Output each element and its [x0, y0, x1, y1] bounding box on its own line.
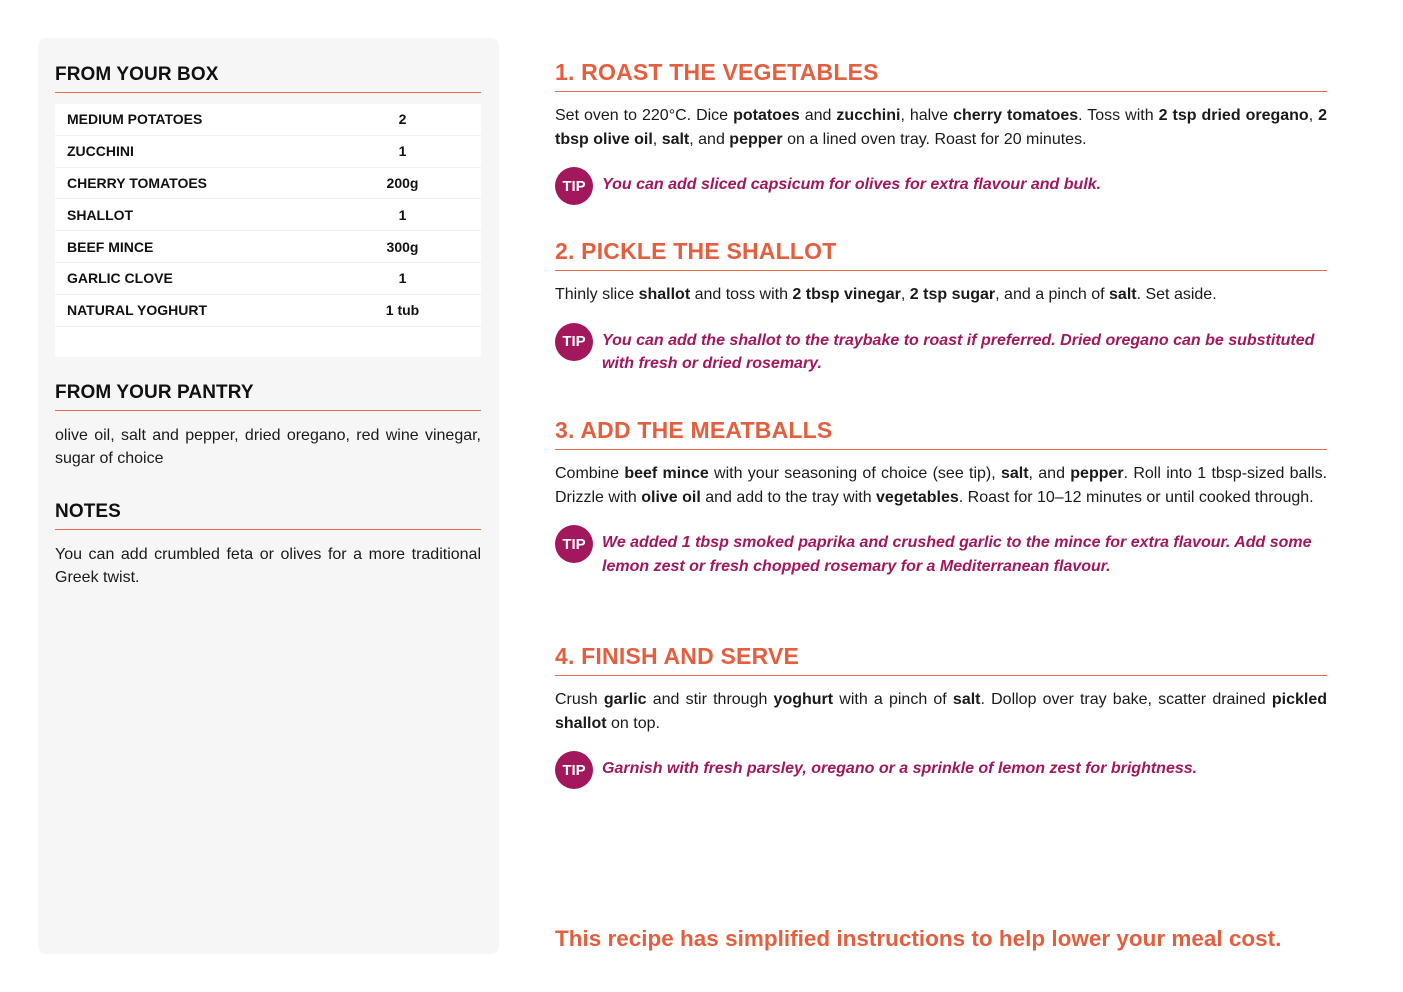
bold-text: 2 tbsp vinegar	[792, 286, 901, 303]
bold-text: vegetables	[876, 488, 959, 506]
bold-text: pepper	[729, 130, 783, 148]
text-run: and toss with	[690, 286, 793, 303]
text-run: ,	[1308, 107, 1319, 124]
bold-text: pepper	[1070, 465, 1124, 482]
text-run: , halve	[900, 107, 954, 124]
bold-text: garlic	[603, 691, 647, 708]
from-your-box-title: FROM YOUR BOX	[55, 64, 481, 93]
text-run: , and	[1028, 465, 1071, 482]
step-title: 1. ROAST THE VEGETABLES	[555, 59, 1327, 92]
bold-text: pickled shallot	[555, 691, 1328, 732]
ingredient-qty: 1 tub	[385, 302, 420, 319]
tip	[555, 167, 1327, 205]
notes-section	[55, 501, 481, 589]
table-row	[55, 168, 481, 200]
tip-badge: TIP	[555, 751, 593, 789]
ingredient-qty: 200g	[386, 174, 419, 191]
ingredient-name: BEEF MINCE	[67, 238, 154, 255]
sidebar-panel	[38, 38, 499, 954]
ingredient-name: CHERRY TOMATOES	[67, 174, 208, 191]
table-row	[55, 295, 481, 327]
text-run: , and a pinch of	[995, 286, 1110, 303]
text-run: and add to the tray with	[700, 488, 877, 506]
ingredient-qty: 2	[398, 111, 407, 128]
from-your-pantry-section	[55, 382, 481, 470]
bold-text: salt	[1109, 286, 1137, 303]
table-row	[55, 231, 481, 263]
text-run: . Roll into 1 tbsp-sized balls. Drizzle with	[555, 465, 1328, 506]
bold-text: 2 tsp dried oregano	[1158, 107, 1309, 124]
tip	[555, 525, 1327, 578]
text-run: Thinly slice	[555, 286, 639, 303]
tip	[555, 323, 1327, 376]
text-run: on a lined oven tray. Roast for 20 minutes.	[782, 130, 1087, 148]
bold-text: olive oil	[641, 488, 701, 506]
ingredient-name: MEDIUM POTATOES	[67, 111, 203, 128]
tip-text: We added 1 tbsp smoked paprika and crushed garlic to the mince for extra flavour. Add some lemon zest or fresh chopped rosemary for a Mediterranean flavour.	[602, 534, 1312, 575]
ingredient-name: ZUCCHINI	[67, 143, 134, 160]
text-run: , and	[689, 130, 730, 148]
bold-text: 2 tbsp olive oil	[555, 107, 1328, 148]
pantry-text: olive oil, salt and pepper, dried oregano, red wine vinegar, sugar of choice	[55, 427, 481, 467]
step-3	[555, 417, 1327, 578]
tip	[555, 751, 1327, 789]
bold-text: yoghurt	[773, 691, 834, 708]
bold-text: salt	[952, 691, 981, 708]
text-run: . Toss with	[1078, 107, 1159, 124]
text-run: . Dollop over tray bake, scatter drained	[980, 691, 1272, 708]
text-run: ,	[652, 130, 662, 148]
ingredient-name: NATURAL YOGHURT	[67, 302, 207, 319]
notes-text: You can add crumbled feta or olives for a more traditional Greek twist.	[55, 546, 481, 586]
step-1	[555, 59, 1327, 205]
step-body	[555, 688, 1327, 735]
bold-text: 2 tsp sugar	[909, 286, 996, 303]
step-body	[555, 104, 1327, 151]
table-row	[55, 104, 481, 136]
table-row	[55, 199, 481, 231]
step-4	[555, 643, 1327, 789]
step-body	[555, 462, 1327, 509]
text-run: Set oven to 220°C. Dice	[555, 107, 734, 124]
step-body	[555, 283, 1327, 307]
tip-badge: TIP	[555, 167, 593, 205]
text-run: Crush	[555, 691, 604, 708]
ingredients-table	[55, 104, 481, 357]
bold-text: beef mince	[624, 465, 709, 482]
from-your-pantry-title: FROM YOUR PANTRY	[55, 382, 481, 411]
text-run: . Set aside.	[1136, 286, 1217, 303]
tip-text: You can add the shallot to the traybake to roast if preferred. Dried oregano can be substituted with fresh or dried rosemary.	[602, 331, 1315, 372]
table-row	[55, 263, 481, 295]
tip-text: Garnish with fresh parsley, oregano or a sprinkle of lemon zest for brightness.	[602, 760, 1198, 777]
text-run: on top.	[606, 714, 660, 732]
table-row	[55, 136, 481, 168]
text-run: with your seasoning of choice (see tip),	[708, 465, 1001, 482]
bold-text: salt	[1000, 465, 1029, 482]
notes-title: NOTES	[55, 501, 481, 530]
ingredient-name: SHALLOT	[67, 206, 134, 223]
tip-badge: TIP	[555, 323, 593, 361]
bold-text: potatoes	[733, 107, 800, 124]
step-title: 2. PICKLE THE SHALLOT	[555, 238, 1327, 271]
ingredient-qty: 1	[398, 270, 407, 287]
text-run: ,	[900, 286, 910, 303]
step-title: 3. ADD THE MEATBALLS	[555, 417, 1327, 450]
text-run: . Roast for 10–12 minutes or until cooked through.	[958, 488, 1314, 506]
ingredient-name: GARLIC CLOVE	[67, 270, 173, 287]
bold-text: zucchini	[836, 107, 901, 124]
ingredient-qty: 1	[398, 206, 407, 223]
tip-text: You can add sliced capsicum for olives for extra flavour and bulk.	[602, 176, 1102, 193]
step-title: 4. FINISH AND SERVE	[555, 643, 1327, 676]
step-2	[555, 238, 1327, 376]
footer-note: This recipe has simplified instructions to help lower your meal cost.	[555, 926, 1282, 951]
ingredient-qty: 300g	[386, 238, 419, 255]
bold-text: shallot	[638, 286, 691, 303]
tip-badge: TIP	[555, 525, 593, 563]
text-run: and stir through	[646, 691, 774, 708]
text-run: Combine	[555, 465, 625, 482]
ingredient-qty: 1	[398, 143, 407, 160]
from-your-box-section	[55, 64, 481, 357]
bold-text: salt	[661, 130, 690, 148]
text-run: with a pinch of	[833, 691, 953, 708]
text-run: and	[799, 107, 837, 124]
bold-text: cherry tomatoes	[953, 107, 1079, 124]
